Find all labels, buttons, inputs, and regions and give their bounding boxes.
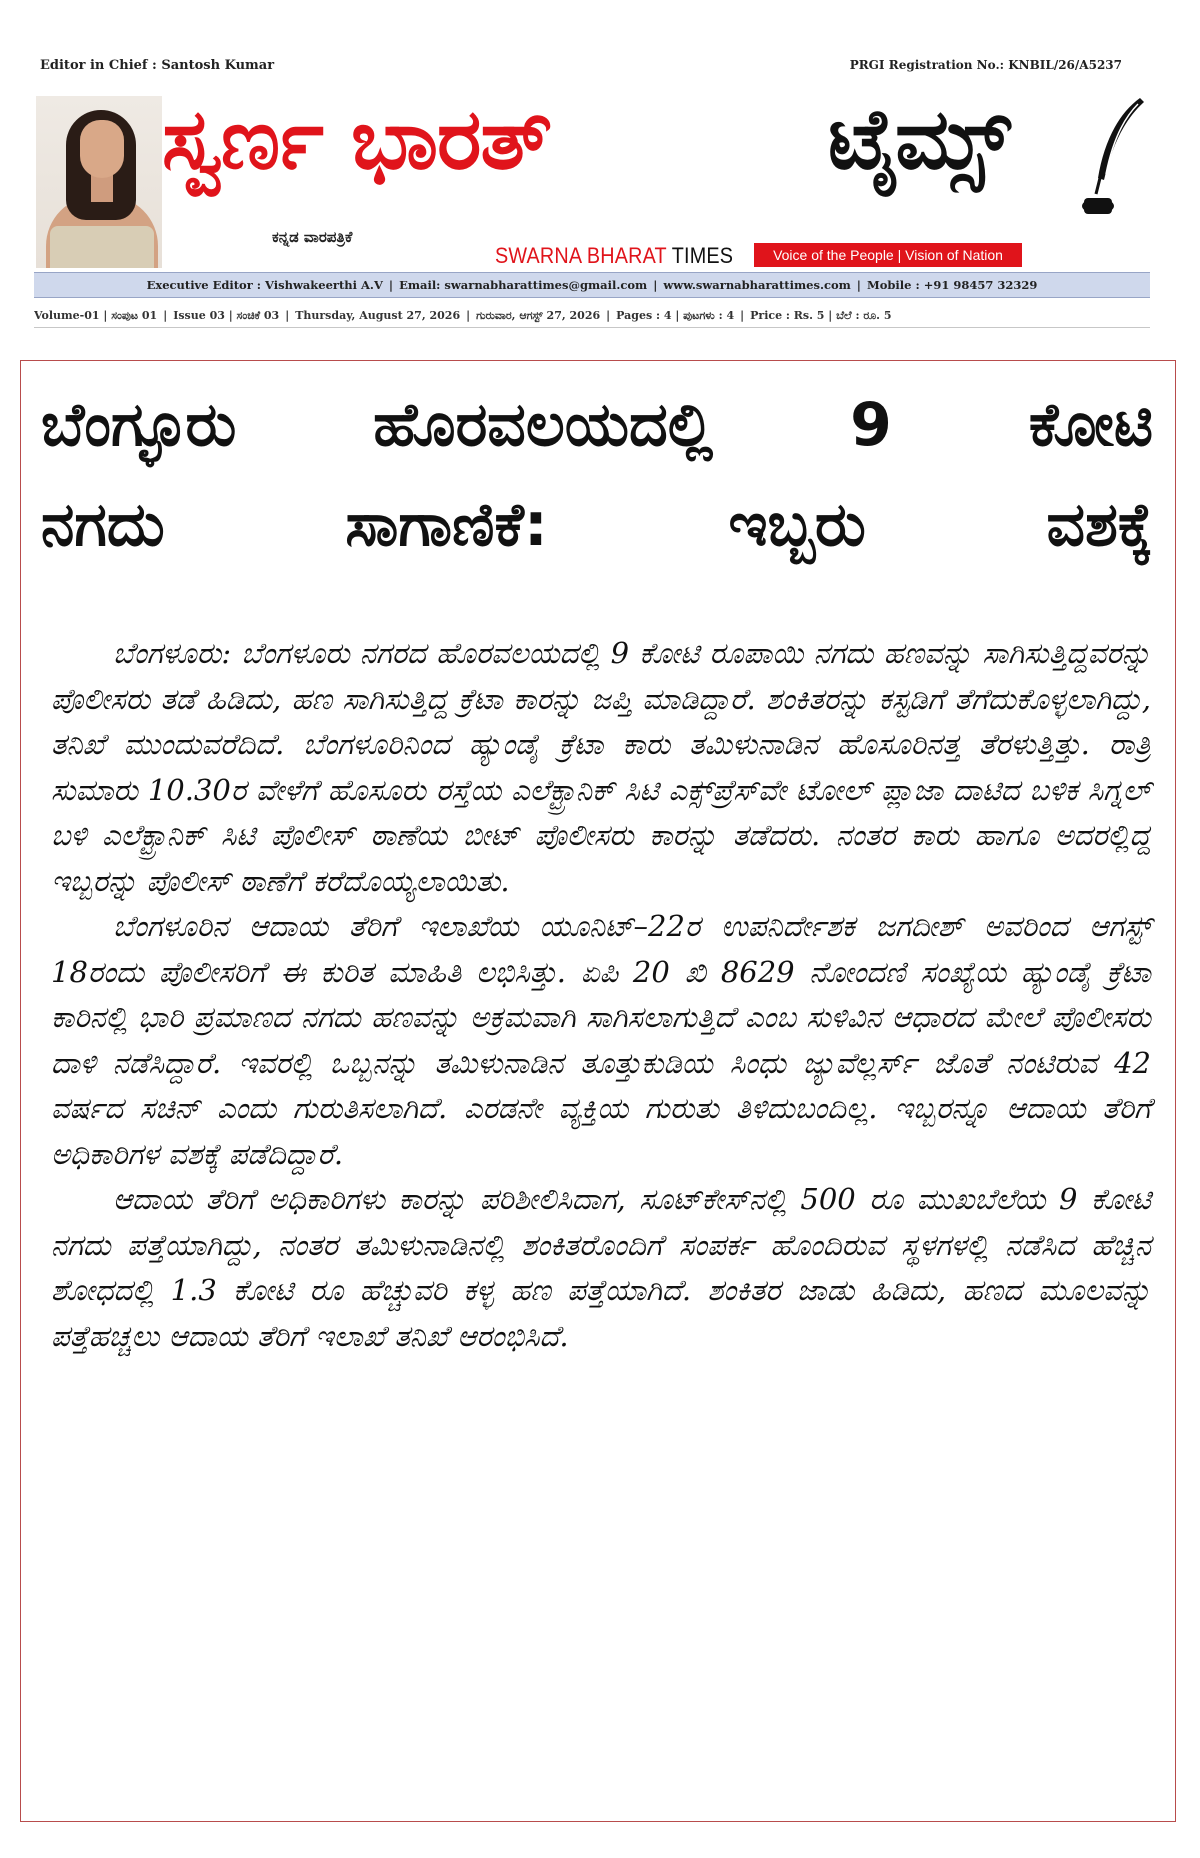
headline-line-2: ನಗದು ಸಾಗಾಣಿಕೆ: ಇಬ್ಬರು ವಶಕ್ಕೆ <box>41 490 1153 560</box>
title-english-part2: TIMES <box>671 243 734 268</box>
editor-in-chief: Editor in Chief : Santosh Kumar <box>40 58 275 73</box>
headline-line-1: ಬೆಂಗ್ಳೂರು ಹೊರವಲಯದಲ್ಲಿ 9 ಕೋಟಿ <box>41 390 1153 460</box>
article-box <box>20 360 1176 1822</box>
article-body <box>51 631 1151 1359</box>
website-link: www.swarnabharattimes.com <box>663 278 851 292</box>
contact-info-bar: Executive Editor : Vishwakeerthi A.V | Email: swarnabharattimes@gmail.com | www.swarnabharattimes.com | Mobile : +91 98457 32329 <box>34 272 1150 298</box>
date-english: Thursday, August 27, 2026 <box>295 309 461 322</box>
masthead-title-kannada-black: ಟೈಮ್ಸ್ <box>828 90 1011 188</box>
article-headline <box>41 375 1153 575</box>
tagline-banner: Voice of the People | Vision of Nation <box>754 243 1022 267</box>
issue-info: Issue 03 | ಸಂಚಿಕೆ 03 <box>173 309 280 322</box>
masthead-portrait-photo <box>36 96 162 268</box>
mobile-number: Mobile : +91 98457 32329 <box>866 278 1038 292</box>
date-kannada: ಗುರುವಾರ, ಆಗಸ್ಟ್ 27, 2026 <box>476 309 601 322</box>
volume-info: Volume-01 | ಸಂಪುಟ 01 <box>34 309 158 322</box>
prgi-registration: PRGI Registration No.: KNBIL/26/A5237 <box>849 58 1122 72</box>
article-paragraph: ಆದಾಯ ತೆರಿಗೆ ಅಧಿಕಾರಿಗಳು ಕಾರನ್ನು ಪರಿಶೀಲಿಸಿದಾಗ, ಸೂಟ್‌ಕೇಸ್‌ನಲ್ಲಿ 500 ರೂ ಮುಖಬೆಲೆಯ 9 ಕೋಟಿ ನಗದು ಪತ್ತೆಯಾಗಿದ್ದು, ನಂತರ ತಮಿಳುನಾಡಿನಲ್ಲಿ ಶಂಕಿತರೊಂದಿಗೆ ಸಂಪರ್ಕ ಹೊಂದಿರುವ ಸ್ಥಳಗಳಲ್ಲಿ ನಡೆಸಿದ ಹೆಚ್ಚಿನ ಶೋಧದಲ್ಲಿ 1.3 ಕೋಟಿ ರೂ ಹೆಚ್ಚುವರಿ ಕಳ್ಳ ಹಣ ಪತ್ತೆಯಾಗಿದೆ. ಶಂಕಿತರ ಜಾಡು ಹಿಡಿದು, ಹಣದ ಮೂಲವನ್ನು ಪತ್ತೆಹಚ್ಚಲು ಆದಾಯ ತೆರಿಗೆ ಇಲಾಖೆ ತನಿಖೆ ಆರಂಭಿಸಿದೆ. <box>51 1182 1151 1353</box>
masthead-title-kannada-red: ಸ್ವರ್ಣ ಭಾರತ್ <box>162 90 552 188</box>
issue-meta-bar: Volume-01 | ಸಂಪುಟ 01 | Issue 03 | ಸಂಚಿಕೆ 03 | Thursday, August 27, 2026 | ಗುರುವಾರ, ಆಗಸ್ಟ್ 27, 2026 | Pages : 4 | ಪುಟಗಳು : 4 | Price : Rs. 5 | ಬೆಲೆ : ರೂ. 5 <box>34 305 1150 328</box>
pages-info: Pages : 4 | ಪುಟಗಳು : 4 <box>616 309 735 322</box>
email-address: Email: swarnabharattimes@gmail.com <box>399 278 648 292</box>
executive-editor: Executive Editor : Vishwakeerthi A.V <box>146 278 383 292</box>
article-paragraph: ಬೆಂಗಳೂರಿನ ಆದಾಯ ತೆರಿಗೆ ಇಲಾಖೆಯ ಯೂನಿಟ್–22ರ ಉಪನಿರ್ದೇಶಕ ಜಗದೀಶ್ ಅವರಿಂದ ಆಗಸ್ಟ್ 18ರಂದು ಪೊಲೀಸರಿಗೆ ಈ ಕುರಿತ ಮಾಹಿತಿ ಲಭಿಸಿತ್ತು. ಏಪಿ 20 ಖಿ 8629 ನೋಂದಣಿ ಸಂಖ್ಯೆಯ ಹ್ಯುಂಡೈ ಕ್ರೆಟಾ ಕಾರಿನಲ್ಲಿ ಭಾರಿ ಪ್ರಮಾಣದ ನಗದು ಹಣವನ್ನು ಅಕ್ರಮವಾಗಿ ಸಾಗಿಸಲಾಗುತ್ತಿದೆ ಎಂಬ ಸುಳಿವಿನ ಆಧಾರದ ಮೇಲೆ ಪೊಲೀಸರು ದಾಳಿ ನಡೆಸಿದ್ದಾರೆ. ಇವರಲ್ಲಿ ಒಬ್ಬನನ್ನು ತಮಿಳುನಾಡಿನ ತೂತ್ತುಕುಡಿಯ ಸಿಂಧು ಜ್ಯುವೆಲ್ಲರ್ಸ್ ಜೊತೆ ನಂಟಿರುವ 42 ವರ್ಷದ ಸಚಿನ್ ಎಂದು ಗುರುತಿಸಲಾಗಿದೆ. ಎರಡನೇ ವ್ಯಕ್ತಿಯ ಗುರುತು ತಿಳಿದುಬಂದಿಲ್ಲ. ಇಬ್ಬರನ್ನೂ ಆದಾಯ ತೆರಿಗೆ ಅಧಿಕಾರಿಗಳ ವಶಕ್ಕೆ ಪಡೆದಿದ್ದಾರೆ. <box>51 909 1151 1171</box>
masthead-title-english <box>495 243 733 269</box>
price-info: Price : Rs. 5 | ಬೆಲೆ : ರೂ. 5 <box>750 309 892 322</box>
article-paragraph: ಬೆಂಗಳೂರು: ಬೆಂಗಳೂರು ನಗರದ ಹೊರವಲಯದಲ್ಲಿ 9 ಕೋಟಿ ರೂಪಾಯಿ ನಗದು ಹಣವನ್ನು ಸಾಗಿಸುತ್ತಿದ್ದವರನ್ನು ಪೊಲೀಸರು ತಡೆ ಹಿಡಿದು, ಹಣ ಸಾಗಿಸುತ್ತಿದ್ದ ಕ್ರೆಟಾ ಕಾರನ್ನು ಜಪ್ತಿ ಮಾಡಿದ್ದಾರೆ. ಶಂಕಿತರನ್ನು ಕಸ್ಟಡಿಗೆ ತೆಗೆದುಕೊಳ್ಳಲಾಗಿದ್ದು, ತನಿಖೆ ಮುಂದುವರೆದಿದೆ. ಬೆಂಗಳೂರಿನಿಂದ ಹ್ಯುಂಡೈ ಕ್ರೆಟಾ ಕಾರು ತಮಿಳುನಾಡಿನ ಹೊಸೂರಿನತ್ತ ತೆರಳುತ್ತಿತ್ತು. ರಾತ್ರಿ ಸುಮಾರು 10.30ರ ವೇಳೆಗೆ ಹೊಸೂರು ರಸ್ತೆಯ ಎಲೆಕ್ಟ್ರಾನಿಕ್ ಸಿಟಿ ಎಕ್ಸ್‌ಪ್ರೆಸ್‌ವೇ ಟೋಲ್ ಪ್ಲಾಜಾ ದಾಟಿದ ಬಳಿಕ ಸಿಗ್ನಲ್ ಬಳಿ ಎಲೆಕ್ಟ್ರಾನಿಕ್ ಸಿಟಿ ಪೊಲೀಸ್ ಠಾಣೆಯ ಬೀಟ್ ಪೊಲೀಸರು ಕಾರನ್ನು ತಡೆದರು. ನಂತರ ಕಾರು ಹಾಗೂ ಅದರಲ್ಲಿದ್ದ ಇಬ್ಬರನ್ನು ಪೊಲೀಸ್ ಠಾಣೆಗೆ ಕರೆದೊಯ್ಯಲಾಯಿತು. <box>51 636 1151 898</box>
title-english-part1: SWARNA BHARAT <box>495 243 667 268</box>
masthead-subtitle-kannada: ಕನ್ನಡ ವಾರಪತ್ರಿಕೆ <box>272 228 353 246</box>
quill-pen-icon <box>1078 94 1148 224</box>
